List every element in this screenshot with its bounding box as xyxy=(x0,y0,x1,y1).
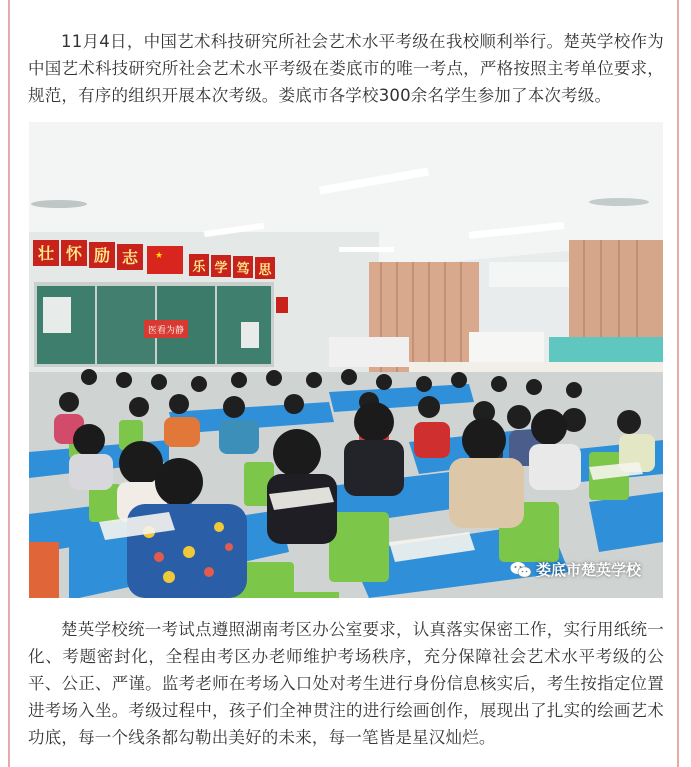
watermark-text: 娄底市楚英学校 xyxy=(535,561,641,579)
article-paragraph-1: 11月4日，中国艺术科技研究所社会艺术水平考级在我校顺利举行。楚英学校作为中国艺术科技研究所社会艺术水平考级在娄底市的唯一考点，严格按照主考单位要求，规范，有序的组织开展本次考级。娄底市各学校300余名学生参加了本次考级。 xyxy=(28,32,664,105)
banner-char: 壮 xyxy=(37,244,55,263)
classroom-photo xyxy=(29,122,663,598)
svg-text:★: ★ xyxy=(155,251,164,261)
wechat-icon xyxy=(510,561,532,579)
article-paragraph-2: 楚英学校统一考试点遵照湖南考区办公室要求，认真落实保密工作，实行用纸统一化、考题密封化，全程由考区办老师维护考场秩序，充分保障社会艺术水平考级的公平、公正、严谨。监考老师在考场入口处对考生进行身份信息核实后，考生按指定位置进考场入坐。考级过程中，孩子们全神贯注的进行绘画创作，展现出了扎实的绘画艺术功底，每一个线条都勾勒出美好的未来，每一笔皆是星汉灿烂。 xyxy=(28,620,664,747)
watermark xyxy=(510,559,641,580)
banner-char: 思 xyxy=(258,263,272,278)
banner-char: 笃 xyxy=(236,262,250,277)
banner-char: 乐 xyxy=(192,260,206,275)
banner-char: 怀 xyxy=(65,244,83,263)
blackboard xyxy=(34,282,274,367)
air-conditioner xyxy=(489,262,569,287)
national-flag xyxy=(147,246,183,274)
classroom-scene xyxy=(29,122,663,598)
banner-char: 志 xyxy=(121,248,139,267)
banner-char: 励 xyxy=(93,246,111,265)
board-sign: 医看为静 xyxy=(147,326,185,336)
banner-char: 学 xyxy=(214,261,228,276)
